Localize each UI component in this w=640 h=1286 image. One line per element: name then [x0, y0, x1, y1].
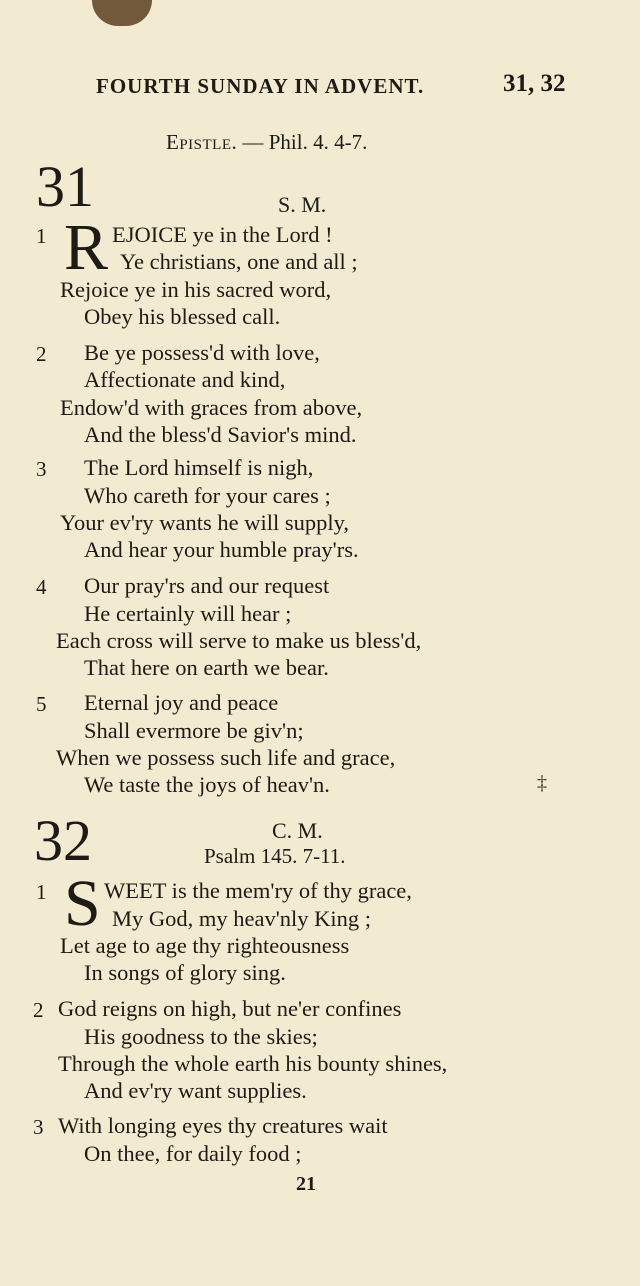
drop-cap: R — [64, 211, 109, 284]
verse-line: Be ye possess'd with love, — [84, 340, 320, 365]
verse-line: On thee, for daily food ; — [84, 1141, 302, 1166]
verse-line: Shall evermore be giv'n; — [84, 718, 304, 743]
drop-cap: S — [64, 867, 101, 940]
ink-blot — [92, 0, 152, 26]
verse-line: Each cross will serve to make us bless'd, — [56, 628, 422, 653]
hymn-31-meter: S. M. — [278, 192, 327, 217]
hymn-32-number: 32 — [34, 808, 92, 873]
verse-line: His goodness to the skies; — [84, 1024, 318, 1049]
epistle-line — [166, 130, 367, 155]
verse-line: Obey his blessed call. — [84, 304, 281, 329]
verse-line: Rejoice ye in his sacred word, — [60, 277, 332, 302]
verse-line: We taste the joys of heav'n. — [84, 772, 330, 797]
verse-line: WEET is the mem'ry of thy grace, — [104, 878, 412, 903]
verse-number: 2 — [36, 342, 47, 366]
verse-line: And the bless'd Savior's mind. — [84, 422, 357, 447]
verse-line: He certainly will hear ; — [84, 601, 292, 626]
verse-number: 3 — [33, 1115, 44, 1139]
verse-line: God reigns on high, but ne'er confines — [58, 996, 402, 1021]
verse-line: Ye christians, one and all ; — [120, 249, 358, 274]
dagger-mark: ‡ — [537, 772, 547, 794]
epistle-label: Epistle. — [166, 130, 238, 154]
verse-line: And ev'ry want supplies. — [84, 1078, 307, 1103]
verse-line: Affectionate and kind, — [84, 367, 286, 392]
hymn-32-meter: C. M. — [272, 818, 323, 843]
verse-number: 2 — [33, 998, 44, 1022]
verse-line: The Lord himself is nigh, — [84, 455, 314, 480]
page-number: 21 — [296, 1173, 316, 1195]
verse-line: In songs of glory sing. — [84, 960, 286, 985]
verse-line: Endow'd with graces from above, — [60, 395, 363, 420]
hymn-numbers: 31, 32 — [503, 70, 566, 97]
verse-number: 5 — [36, 692, 47, 716]
verse-line: Who careth for your cares ; — [84, 483, 331, 508]
running-title: FOURTH SUNDAY IN ADVENT. — [96, 74, 425, 98]
verse-number: 3 — [36, 457, 47, 481]
verse-line: Through the whole earth his bounty shines, — [58, 1051, 448, 1076]
hymn-31-number: 31 — [36, 154, 94, 219]
epistle-reference: — Phil. 4. 4-7. — [242, 130, 368, 154]
verse-line: EJOICE ye in the Lord ! — [112, 222, 333, 247]
verse-line: Eternal joy and peace — [84, 690, 279, 715]
verse-line: Your ev'ry wants he will supply, — [60, 510, 350, 535]
verse-number: 1 — [36, 224, 47, 248]
verse-line: Let age to age thy righteousness — [60, 933, 350, 958]
verse-line: Our pray'rs and our request — [84, 573, 330, 598]
verse-line: When we possess such life and grace, — [56, 745, 396, 770]
verse-number: 1 — [36, 880, 47, 904]
verse-line: With longing eyes thy creatures wait — [58, 1113, 388, 1138]
verse-number: 4 — [36, 575, 47, 599]
hymn-32-psalm: Psalm 145. 7-11. — [204, 844, 346, 868]
verse-line: That here on earth we bear. — [84, 655, 329, 680]
verse-line: My God, my heav'nly King ; — [112, 906, 372, 931]
verse-line: And hear your humble pray'rs. — [84, 537, 359, 562]
